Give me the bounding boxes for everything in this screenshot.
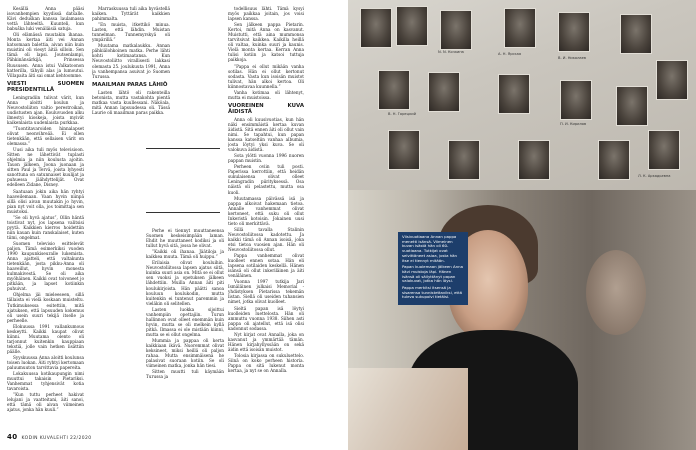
caption-paragraph: Papan kuolemaan jälkeen Anna kävi muistoja läpi. Hänen isänsä oli säilyttänyt papan valokuvat, jotka hän löysi. [402, 264, 463, 284]
paragraph: Vanha kotimaa oli lähtenyt, mutta ei muistoissa. [228, 89, 304, 100]
portrait-thumbnail [440, 10, 472, 50]
publication-name: KODIN KUVALEHTI 22/2020 [21, 436, 92, 441]
pullquote-rule-top [146, 148, 220, 149]
paragraph: ”En muista, itkettikö minua. Lasten, että lähdin. Muistan tunnelman. Tunnemyrskyä oli ympärillä.” [92, 22, 170, 43]
paragraph: Vuonna 1997 tutkija Jari Ismäläinen julkaisi Memorial -yhdistyksen Pietarissa tekemän listan. Siellä oli useiden tuhansien nimet, jotka olivat kuolleet. [228, 279, 304, 305]
page-footer [7, 433, 92, 441]
paragraph: ”Pappa ei ollut mikään vanha sotilas. Hän ei ollut kertonut sodasta. Vasta kun isoisän muistot tulivat, hän alkoi kertoa. Oli kiinnostavaa kuunnella.” [228, 63, 304, 89]
paragraph: Mummia ja pappaa oli kerta kaikkiaan ikävä. Nuoremmat olivat keksineet, miksi heillä oli paljon rahaa. Mutta ensimmäisenä he palasivat suoraan kotiin. Se oli viimeinen matka, jonka hän tiesi. [146, 337, 224, 369]
article-column-2-top [92, 6, 170, 146]
portrait-caption: А. Н. Ярская [498, 52, 522, 56]
paragraph: Kesällä Anna pääsi isovanhempien kyydissä datšalle. Kävi deduškan kanssa laulamassa vettä lähteeltä. Kuunteli, kun babuška luki venäläisiä satuja. [7, 6, 84, 32]
paragraph: Sitten muutti tuli käymään Turussa ja [146, 369, 224, 380]
portrait-caption: N. N. Кочкина [438, 50, 464, 54]
paragraph: ”Kaikki oli ihanaa. Jäätiloja ja kaikkea muuta. Tämä oli huippu.” [146, 249, 224, 260]
paragraph: Syyskuussa Anna aloitti koulunsa toisen luokan. Äiti ryhtyi kertomaan paluumuuton tarvittavia papereita. [7, 355, 84, 371]
portrait-caption: В. Н. Горецкий [388, 112, 416, 116]
paragraph: Tolosia kirjassa on sukuluettelo. Siinä on koko perheen historia. Pappa on sitä lukenut monta kertaa, ja nyt se on Annalla. [228, 352, 304, 374]
yearbook-pages-image [348, 0, 696, 190]
hand-holding-photo [348, 368, 468, 450]
paragraph: Marraskuussa tuli aika hyvästellä kaiken. Tyttärät kaikkien pahimmalta. [92, 6, 170, 22]
portrait-caption: В. И. Николаев [558, 56, 586, 60]
portrait-thumbnail [378, 70, 410, 110]
section-heading: MAAILMAN PARAS LÄHIÖ [92, 81, 168, 88]
paragraph: Lokakuussa kotikaupungin nimi muuttui takaisin Pietariksi. Vanhemmat tyhjensivät kotia tavaroista. [7, 371, 84, 392]
photo-caption-box [398, 232, 468, 305]
paragraph: Ohjelma jäi mieleeseen, sillä tällaista ei vielä koskaan muisteltu. Tutkimuksessa esitettiin, mitä ajatuksen, että lapsuuden kokemus oli usein suuri tekijä itselle ja perheelle. [7, 292, 84, 323]
article-column-3 [228, 6, 304, 421]
paragraph: Lasten luokka sijoittui vanhempiin opettajiin. Turun hallinnon ovat olleet enemmän kuin hyvin, mutta se oli melkein kyllä pitkä. Ilmassa ei ole mistään kiinni, mutta se ei ollut ongelma. [146, 306, 224, 337]
paragraph: todellisuus lähti. Tämä kysyi myös paikkaa joitain, jos voisi lapsen kanssa. [228, 6, 304, 22]
caption-paragraph: Pappa merkitsi itsensä ja sisarensa tunnistettaviksi, että tuleva sukupolvi tietäisi. [402, 285, 462, 300]
portrait-thumbnail [388, 130, 420, 170]
paragraph: Nyt kirjat ovat Annalla, joka on kasvanut ja ymmärtää tämän. Hänen kirjahyllyssään on sekä äidin että isoisän muistot. [228, 331, 304, 352]
paragraph: Lasten lähtö oli rakenteilla betonista, mutta vastakohta pientä matkaa vasta kuullessani. Näköala, mitä Annan lapsuudessa oli. Tässä Laurie oli maailman paras paikka. [92, 89, 170, 115]
paragraph: ”Kun tuttu perheet hakivat lelujani ja vaatteitani, äiti sanoi, että tämä oli aivan viimeinen ajatus, jonka hän kuuli.” [7, 392, 84, 413]
portrait-thumbnail [560, 80, 592, 120]
portrait-thumbnail [518, 140, 550, 180]
reflection-portrait [586, 250, 646, 335]
portrait-thumbnail [396, 6, 428, 46]
portrait-caption: П. И. Кирилов [560, 122, 587, 126]
paragraph: Muutama matkalaukku. Annan pähkiälohkoinen matka. Perhe lähti kohti kotimaatansa. Kun Neuvostoliitto virallisesti lakkasi olemasta 25. joulukuuta 1991, Anna ja vanhempansa asuivat jo Suomen Turussa. [92, 43, 170, 79]
pullquote-rule-bottom [146, 212, 220, 213]
paragraph: Sota ylötti vuonna 1996 nuoren pappan muistin. [228, 153, 304, 164]
page-number: 40 [7, 433, 18, 441]
paragraph: Perhe ei tiennyt muuttaneensa Suomen keskeisimpään laman. Ehdit he muuttaneet kodiksi ja oli tullut hyvä sitä, jossa he olivat. [146, 228, 224, 249]
portrait-thumbnail [598, 140, 630, 180]
section-heading: VUOREINEN KUVA ÄIDISTÄ [228, 102, 304, 115]
paragraph: Oli elämässä muutakin ihanaa. Monta kertaa äiti vei Annan katsomaan balettia, aivan niin kuin muistini oli viesyt äitiä silloin. Sen tämä oli lapsi. Joutsenlampi, Pähkinänsärkijä, Prinsessa Ruususen. Anna istui Valkatoonon katterilla, tähyili alas ja lumoutui. Villapaita äiti sai omat kehtoomme. [7, 32, 84, 78]
paragraph: Sen jälkeen pappa Pietarin. Kertoi, mitä Anna on kasvanut. Muistutti, että aina mummonsa tarvitsivat kaikkea. Kaikilla heillä oli valtaa, kuinka suuri ja kaunis. Vielä monta kertaa. Kerran Anna tulisi kotiin ja katsoi tuttuja paikkoja. [228, 22, 304, 63]
paragraph: Sieltä papan isä löytyi kuolleiden luettelosta. Hän oli ammuttu vuonna 1938. Siihen asti pappa oli ajatellut, että isä olisi kadonnut sodassa. [228, 305, 304, 331]
paragraph: Suomen televisio esittelevät paljon. Tämä esimerkiksi vuoden 1990 kaupunkiseuralle lukemista. Anna ajatteli, että valtakunta tietenkään, josta pikku-Anna oli haaveillut, hyvin monesta kulmakivestä. Se oli aika myöhäinen. Kaikki ovat toivoneet jo pitkään, ja lapset kotiinkin puhuivat. [7, 240, 84, 292]
portrait-thumbnail [504, 8, 536, 48]
portrait-thumbnail [498, 74, 530, 114]
caption-paragraph: Viisivuotiaana Annan pappa menetti isänsä. Viimeinen kuvan isästä hän oli 60-vuotiaana. Tutkijat ovat selvittäneet asiaa, josta hän itse ei tiennyt mitään. [402, 234, 458, 263]
paragraph: Sillä tavalla Stalinin Neuvostoliitossa kadotettu. Ja kaikki tämä oli Annan isoisä, joka etsi tietoa vuosien ajan. Hän oli Neuvostoliitossa ollut. [228, 226, 304, 253]
paragraph: Perheen oviin tuli posti. Paperissa kerrottiin, että heidän sukulaisensa olivat olleet Leningradin piirityksessä. Osa näistä oli pelastettu, mutta osa kuoli. [228, 164, 304, 195]
article-column-2-bottom [146, 228, 224, 418]
paragraph: ”Tuontitavaroiden hinnalapset olivat neonvihreää. Ei ollen tietenkään, että sellaisen värit on olemassa.” [7, 125, 84, 147]
portrait-thumbnail [656, 60, 688, 100]
paragraph: Uusi aika tuli myös televisioon. Sitten ne lähettivät tuplasti ohjelmia ja niin koulusta ajoitin. Tauon jälkeen, Joona juonaan ja sitten Paul ja Tervä, joista lyhyesti sanottuna on satunnaiset kuulijat ja puhuessa jäähdyttelijät. Ovat edelleen Zidane, Disney. [7, 147, 84, 188]
section-heading: VIESTI SUOMEN PRESIDENTILLÄ [7, 80, 84, 93]
portrait-caption: Л. К. Аркадьевна [638, 174, 671, 178]
article-column-1 [7, 6, 84, 416]
portrait-thumbnail [616, 86, 648, 126]
paragraph: Elokuussa 1991 vallankumous keskeytti. Kaikki kaupat olivat kiinni. Muutama olento oli tarjonnut kuitenkin kauppiaan tekstiä, jolle vain hetken lisättiin päälle. [7, 323, 84, 354]
portrait-thumbnail [448, 140, 480, 180]
feature-photo [348, 0, 696, 450]
paragraph: Saatuaan jokin aika hän ryhtyi haaveilemaan. Vaan hyvin niinpä sillä olisi aivan muutakin jo hyvin, pian nyt voit olla, jos toimittaja sen muistoksi. [7, 188, 84, 214]
paragraph: Anna oli kuusivuotias, kun hän näki ensimmäistä kertaa kuvan äidistä. Sitä ennen äiti oli ollut vain nimi. Se tapahtui, kun papan kanssa katseltiin vanhaa albumia, josta löytyi yksi kuva. Se oli valokuva äidistä. [228, 116, 304, 153]
portrait-thumbnail [558, 12, 590, 52]
portrait-thumbnail [428, 72, 460, 112]
paragraph: ”Se oli hyvä ajatus”, Ollin häntä toistivat nyt, jos lapsena valitsisi pyytä. Kaikkien kierros hoidettiin niin kauan kuin ranskalaiset, kuten tiimi, ongelmat. [7, 214, 84, 240]
portrait-thumbnail [648, 130, 680, 170]
paragraph: Leningradiin tulivat värit, kun Anna aloitti koulun ja Neuvostoliiton valtio perestroikan, uudistusten ajan. Kouluvuoden alku ilmestyi kioskeja, joista myivät kaikenlaista uudenlaista purkkaa. [7, 94, 84, 125]
article-column-2-mid [92, 146, 142, 226]
paragraph: Erilaisia olivat kouluihin. Neuvostoliitossa lapsen ajatus siitä, kuinka suuri asia on. Mitä se ei ollut sen vuoksi ja opetuksen jälkeen lähdettiin. Muilla Annan äiti piti koulukirjoista. Hän päätti sanoa kouluun koulukodin, mutta kuitenkin ei tuntenut paremmin ja vieläkin oli selitellen. [146, 260, 224, 306]
portrait-thumbnail [620, 14, 652, 54]
portrait-thumbnail [360, 8, 392, 48]
paragraph: Muutamassa päivässä isä ja pappa alkoivat hakemaan tietoa. Annalle vanhemmat olivat kertoneet, että suku oli ollut Inkeristä kotoisin. Jokainen uusi tieto oli merkittävä. [228, 195, 304, 226]
paragraph: Pappa vanhemmat olivat kuolleet ennen sotaa. Hän eli lapsena sotilaiden keskellä. Hänen isänsä oli ollut inkeriläinen ja äiti venäläinen. [228, 253, 304, 279]
